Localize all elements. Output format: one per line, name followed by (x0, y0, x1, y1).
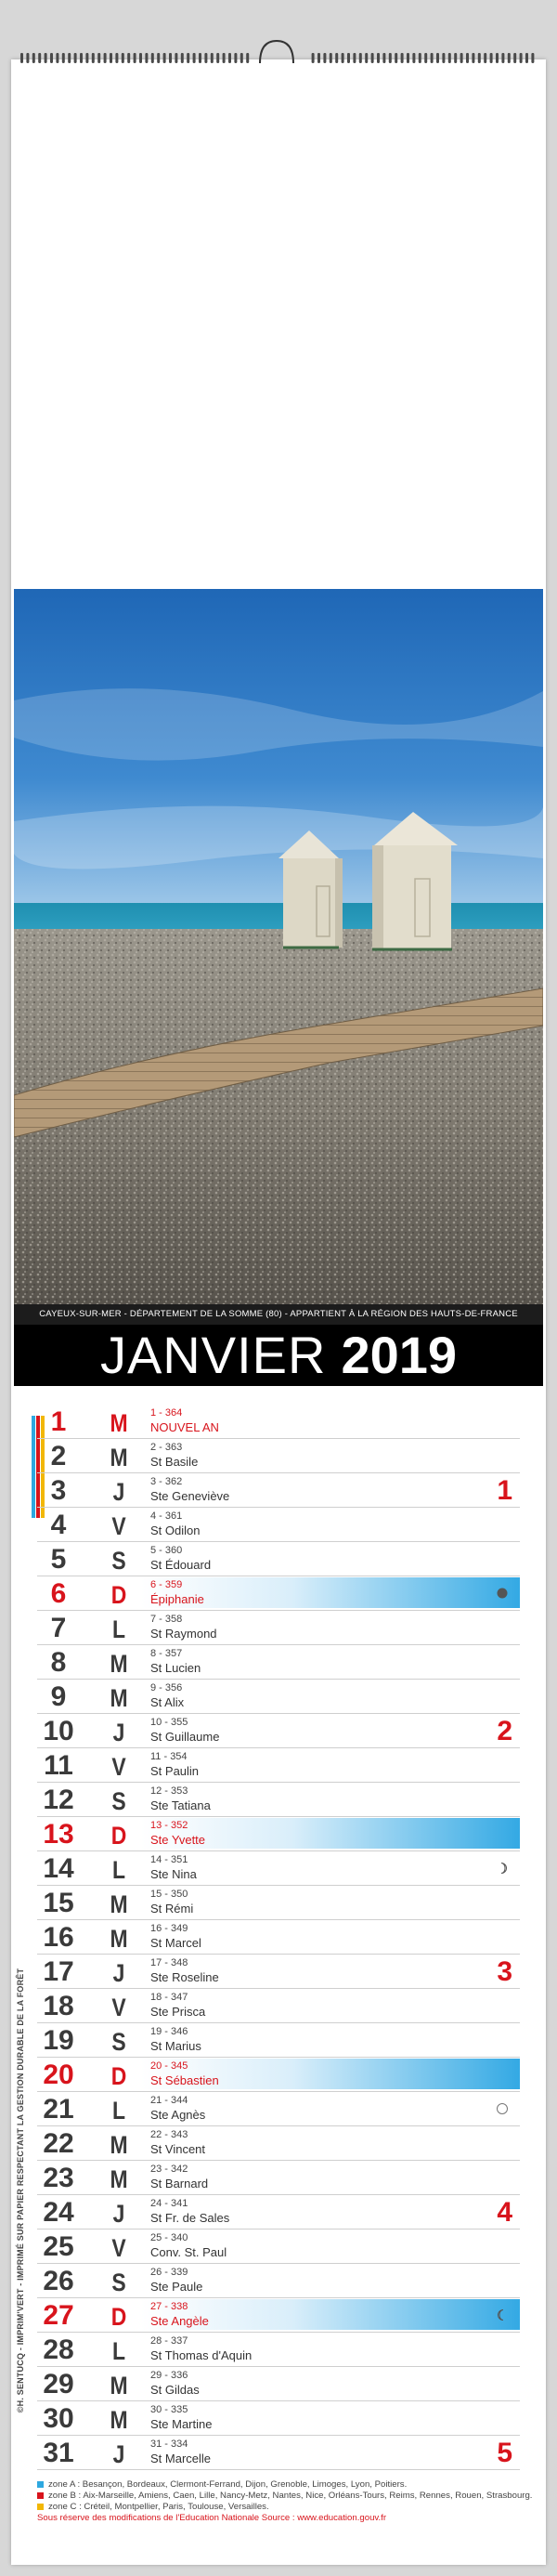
wire-loop (395, 53, 397, 63)
day-of-year: 13 - 352 (150, 1820, 188, 1831)
wire-loop (347, 53, 350, 63)
weekday-letter: L (111, 2337, 126, 2365)
wire-loop (157, 53, 160, 63)
day-row (37, 1851, 520, 1886)
day-number: 23 (43, 2163, 74, 2193)
wire-loop (371, 53, 374, 63)
day-of-year: 28 - 337 (150, 2335, 188, 2347)
wire-loop (365, 53, 368, 63)
wire-loop (139, 53, 142, 63)
wire-loop (216, 53, 219, 63)
day-of-year: 21 - 344 (150, 2095, 188, 2106)
saint-name: St Rémi (150, 1902, 194, 1916)
wire-loop (110, 53, 112, 63)
wire-loop (472, 53, 474, 63)
weekday-letter: J (112, 1959, 125, 1987)
day-of-year: 29 - 336 (150, 2370, 188, 2381)
day-number: 12 (43, 1785, 74, 1815)
legend-zone-c (37, 2502, 538, 2513)
weekday-letter: M (110, 2165, 128, 2193)
zone-a-swatch (37, 2481, 44, 2488)
weekday-letter: D (110, 1581, 127, 1609)
wire-loop (80, 53, 83, 63)
day-of-year: 25 - 340 (150, 2232, 188, 2243)
wire-loop (478, 53, 481, 63)
month-name: JANVIER (99, 1326, 327, 1384)
day-of-year: 9 - 356 (150, 1682, 183, 1693)
day-row (37, 1920, 520, 1955)
day-row (37, 1783, 520, 1817)
day-row (37, 1645, 520, 1680)
saint-name: Ste Geneviève (150, 1489, 230, 1503)
wire-loop (62, 53, 65, 63)
wire-loop (531, 53, 534, 63)
weekday-letter: J (112, 2440, 125, 2468)
day-row (37, 2092, 520, 2126)
wire-loop (92, 53, 95, 63)
weekday-letter: S (111, 1547, 126, 1575)
weekday-letter: M (110, 1925, 128, 1953)
wire-loop (85, 53, 88, 63)
weekday-letter: M (110, 1444, 128, 1471)
hanging-hook (254, 37, 299, 65)
saint-name: Ste Nina (150, 1867, 197, 1881)
saint-name: Ste Tatiana (150, 1798, 211, 1812)
wire-loop (45, 53, 47, 63)
new-moon-icon (496, 1587, 509, 1600)
saint-name: St Marius (150, 2039, 201, 2053)
week-number: 3 (497, 1956, 512, 1987)
wire-loop (431, 53, 434, 63)
wire-loop (20, 53, 23, 63)
day-number: 8 (50, 1647, 67, 1678)
day-number: 21 (43, 2094, 74, 2125)
day-row (37, 2264, 520, 2298)
wire-loop (193, 53, 196, 63)
day-row (37, 1611, 520, 1645)
day-number: 10 (43, 1716, 74, 1746)
weekday-letter: L (111, 1615, 126, 1643)
saint-name: NOUVEL AN (150, 1420, 219, 1434)
day-row (37, 2401, 520, 2436)
day-number: 3 (50, 1475, 67, 1506)
saint-name: Épiphanie (150, 1592, 204, 1606)
saint-name: Ste Roseline (150, 1970, 219, 1984)
day-of-year: 31 - 334 (150, 2439, 188, 2450)
day-of-year: 22 - 343 (150, 2129, 188, 2140)
wire-loop (436, 53, 439, 63)
day-number: 27 (43, 2300, 74, 2331)
wire-loop (56, 53, 58, 63)
day-number: 4 (50, 1510, 67, 1540)
day-row (37, 2436, 520, 2470)
wire-loop (342, 53, 344, 63)
saint-name: St Alix (150, 1695, 185, 1709)
wire-loop (169, 53, 172, 63)
wire-loop (199, 53, 201, 63)
day-of-year: 7 - 358 (150, 1614, 183, 1625)
day-number: 16 (43, 1922, 74, 1953)
day-of-year: 20 - 345 (150, 2060, 188, 2072)
wire-loop (312, 53, 315, 63)
saint-name: St Barnard (150, 2177, 209, 2190)
day-number: 19 (43, 2025, 74, 2056)
wire-loop (508, 53, 511, 63)
beach-huts-photo (14, 589, 543, 1304)
day-of-year: 6 - 359 (150, 1579, 183, 1590)
wire-loop (484, 53, 486, 63)
saint-name: Ste Martine (150, 2417, 213, 2431)
zone-c-text: zone C : Créteil, Montpellier, Paris, Toulouse, Versailles. (48, 2502, 269, 2512)
wire-loop (520, 53, 523, 63)
month-title (14, 1325, 543, 1386)
day-row (37, 1473, 520, 1508)
saint-name: St Vincent (150, 2142, 206, 2156)
weekday-letter: S (111, 2028, 126, 2056)
day-number: 31 (43, 2438, 74, 2468)
day-number: 11 (44, 1750, 73, 1781)
day-number: 26 (43, 2266, 74, 2296)
wire-loop (419, 53, 421, 63)
zone-b-text: zone B : Aix-Marseille, Amiens, Caen, Lille, Nancy-Metz, Nantes, Nice, Orléans-Tours, Reims, Rennes, Rouen, Strasbourg. (48, 2491, 533, 2501)
wire-loop (460, 53, 463, 63)
day-number: 20 (43, 2059, 74, 2090)
wire-loop (26, 53, 29, 63)
wire-loop (448, 53, 451, 63)
saint-name: St Basile (150, 1455, 199, 1469)
wire-loop (335, 53, 338, 63)
wire-loop (525, 53, 528, 63)
wire-loop (115, 53, 118, 63)
day-row (37, 1955, 520, 1989)
saint-name: St Sébastien (150, 2073, 219, 2087)
day-of-year: 26 - 339 (150, 2267, 188, 2278)
day-row (37, 2195, 520, 2229)
saint-name: Ste Paule (150, 2280, 203, 2294)
weekday-letter: D (110, 1822, 127, 1850)
saint-name: Ste Prisca (150, 2005, 206, 2019)
wire-loop (68, 53, 71, 63)
day-row (37, 2023, 520, 2058)
saint-name: Ste Angèle (150, 2314, 209, 2328)
day-number: 17 (43, 1956, 74, 1987)
day-row (37, 1989, 520, 2023)
side-credit (13, 1968, 28, 2413)
legend-zone-a (37, 2479, 538, 2491)
weekday-letter: M (110, 2406, 128, 2434)
school-holiday-legend (37, 2479, 538, 2524)
wire-loop (401, 53, 404, 63)
day-row (37, 2298, 520, 2333)
weekday-letter: L (111, 2097, 126, 2125)
day-of-year: 27 - 338 (150, 2301, 188, 2312)
day-of-year: 15 - 350 (150, 1889, 188, 1900)
wire-loop (234, 53, 237, 63)
day-of-year: 2 - 363 (150, 1442, 183, 1453)
day-number: 25 (43, 2231, 74, 2262)
weekday-letter: J (112, 1719, 125, 1746)
wire-loop (122, 53, 124, 63)
day-row (37, 1439, 520, 1473)
weekday-letter: M (110, 2131, 128, 2159)
day-number: 2 (50, 1441, 67, 1471)
wire-loop (513, 53, 516, 63)
photo-caption: CAYEUX-SUR-MER - DÉPARTEMENT DE LA SOMME (80) - APPARTIENT À LA RÉGION DES HAUTS-DE-FRANCE (14, 1304, 543, 1325)
day-row (37, 1714, 520, 1748)
weekday-letter: M (110, 1684, 128, 1712)
day-number: 29 (43, 2369, 74, 2399)
saint-name: St Édouard (150, 1558, 212, 1572)
weekday-letter: V (111, 2234, 126, 2262)
week-number: 1 (497, 1475, 512, 1506)
wire-loop (50, 53, 53, 63)
day-of-year: 3 - 362 (150, 1476, 183, 1487)
day-of-year: 19 - 346 (150, 2026, 188, 2037)
day-row (37, 1542, 520, 1576)
side-credit-text: ©H. SENTUCQ - IMPRIM'VERT - IMPRIMÉ SUR PAPIER RESPECTANT LA GESTION DURABLE DE LA FORÊT (16, 1968, 25, 2413)
day-of-year: 24 - 341 (150, 2198, 188, 2209)
day-row (37, 2367, 520, 2401)
day-row (37, 1748, 520, 1783)
saint-name: St Fr. de Sales (150, 2211, 230, 2225)
wire-loop (501, 53, 504, 63)
saint-name: St Marcel (150, 1936, 201, 1950)
last-quarter-moon-icon (496, 2308, 509, 2321)
wire-loop (454, 53, 457, 63)
saint-name: St Marcelle (150, 2452, 212, 2465)
wire-loop (127, 53, 130, 63)
day-of-year: 10 - 355 (150, 1717, 188, 1728)
day-row (37, 1508, 520, 1542)
wire-loop (181, 53, 184, 63)
weekday-letter: M (110, 1650, 128, 1678)
wire-loop (317, 53, 320, 63)
day-of-year: 1 - 364 (150, 1407, 183, 1419)
day-row (37, 2333, 520, 2367)
wire-loop (323, 53, 326, 63)
day-row (37, 2126, 520, 2161)
wire-loop (151, 53, 154, 63)
wire-loop (163, 53, 166, 63)
wire-loop (442, 53, 445, 63)
wire-loop (389, 53, 392, 63)
wire-loop (211, 53, 214, 63)
wire-loop (359, 53, 362, 63)
day-row (37, 2058, 520, 2092)
wire-loop (223, 53, 226, 63)
day-row (37, 2161, 520, 2195)
weekday-letter: S (111, 2269, 126, 2296)
weekday-letter: S (111, 1787, 126, 1815)
saint-name: St Paulin (150, 1764, 200, 1778)
wire-loop (490, 53, 493, 63)
wire-loop (74, 53, 77, 63)
wire-loop (466, 53, 469, 63)
day-row (37, 1680, 520, 1714)
day-of-year: 18 - 347 (150, 1992, 188, 2003)
wire-loop (134, 53, 136, 63)
legend-note: Sous réserve des modifications de l'Education Nationale Source : www.education.gouv.fr (37, 2513, 387, 2523)
day-of-year: 11 - 354 (150, 1751, 188, 1762)
wire-loop (353, 53, 356, 63)
day-number: 15 (43, 1888, 74, 1918)
legend-zone-b (37, 2491, 538, 2502)
day-of-year: 16 - 349 (150, 1923, 188, 1934)
wire-loop (228, 53, 231, 63)
year-label: 2019 (341, 1326, 458, 1384)
weekday-letter: M (110, 2372, 128, 2399)
day-row (37, 1817, 520, 1851)
day-number: 9 (50, 1681, 67, 1712)
wire-loop (424, 53, 427, 63)
weekday-letter: M (110, 1409, 128, 1437)
week-number: 4 (497, 2197, 512, 2228)
wire-loop (240, 53, 243, 63)
day-list (37, 1405, 520, 2470)
day-number: 7 (50, 1613, 67, 1643)
saint-name: St Guillaume (150, 1730, 220, 1744)
weekday-letter: D (110, 2062, 127, 2090)
week-number: 2 (497, 1716, 512, 1746)
zone-b-swatch (37, 2492, 44, 2499)
wire-loop (145, 53, 148, 63)
weekday-letter: V (111, 1753, 126, 1781)
day-row (37, 2229, 520, 2264)
zone-a-bar (32, 1416, 35, 1518)
wire-loop (32, 53, 35, 63)
saint-name: Ste Yvette (150, 1833, 206, 1847)
day-number: 6 (50, 1578, 67, 1609)
day-number: 14 (43, 1853, 74, 1884)
day-number: 1 (50, 1406, 67, 1437)
zone-c-swatch (37, 2504, 44, 2510)
day-of-year: 17 - 348 (150, 1957, 188, 1968)
saint-name: St Thomas d'Aquin (150, 2348, 253, 2362)
wire-loop (407, 53, 409, 63)
weekday-letter: V (111, 1512, 126, 1540)
wire-loop (204, 53, 207, 63)
weekday-letter: V (111, 1994, 126, 2021)
weekday-letter: M (110, 1890, 128, 1918)
wire-loop (382, 53, 385, 63)
zone-a-text: zone A : Besançon, Bordeaux, Clermont-Ferrand, Dijon, Grenoble, Limoges, Lyon, Poitiers. (48, 2479, 408, 2490)
day-of-year: 4 - 361 (150, 1510, 183, 1522)
day-number: 22 (43, 2128, 74, 2159)
day-of-year: 23 - 342 (150, 2164, 188, 2175)
day-of-year: 14 - 351 (150, 1854, 188, 1865)
weekday-letter: L (111, 1856, 126, 1884)
wire-loop (97, 53, 100, 63)
day-of-year: 8 - 357 (150, 1648, 183, 1659)
saint-name: Ste Agnès (150, 2108, 206, 2122)
saint-name: St Gildas (150, 2383, 200, 2397)
wire-loop (175, 53, 177, 63)
week-number: 5 (497, 2438, 512, 2468)
weekday-letter: J (112, 1478, 125, 1506)
saint-name: St Odilon (150, 1523, 201, 1537)
saint-name: Conv. St. Paul (150, 2245, 227, 2259)
wire-loop (330, 53, 332, 63)
day-row (37, 1886, 520, 1920)
wire-loop (104, 53, 107, 63)
full-moon-icon (496, 2102, 509, 2115)
day-number: 18 (43, 1991, 74, 2021)
saint-name: St Raymond (150, 1627, 217, 1641)
day-number: 28 (43, 2334, 74, 2365)
day-row (37, 1405, 520, 1439)
weekday-letter: J (112, 2200, 125, 2228)
day-of-year: 5 - 360 (150, 1545, 183, 1556)
first-quarter-moon-icon (496, 1862, 509, 1875)
weekday-letter: D (110, 2303, 127, 2331)
day-of-year: 12 - 353 (150, 1785, 188, 1797)
day-number: 13 (43, 1819, 74, 1850)
wire-loop (246, 53, 249, 63)
day-number: 30 (43, 2403, 74, 2434)
wire-loop (38, 53, 41, 63)
wire-loop (496, 53, 499, 63)
wire-loop (412, 53, 415, 63)
wire-loop (187, 53, 189, 63)
day-row (37, 1576, 520, 1611)
day-number: 5 (50, 1544, 67, 1575)
day-number: 24 (43, 2197, 74, 2228)
saint-name: St Lucien (150, 1661, 201, 1675)
wire-loop (377, 53, 380, 63)
day-of-year: 30 - 335 (150, 2404, 188, 2415)
